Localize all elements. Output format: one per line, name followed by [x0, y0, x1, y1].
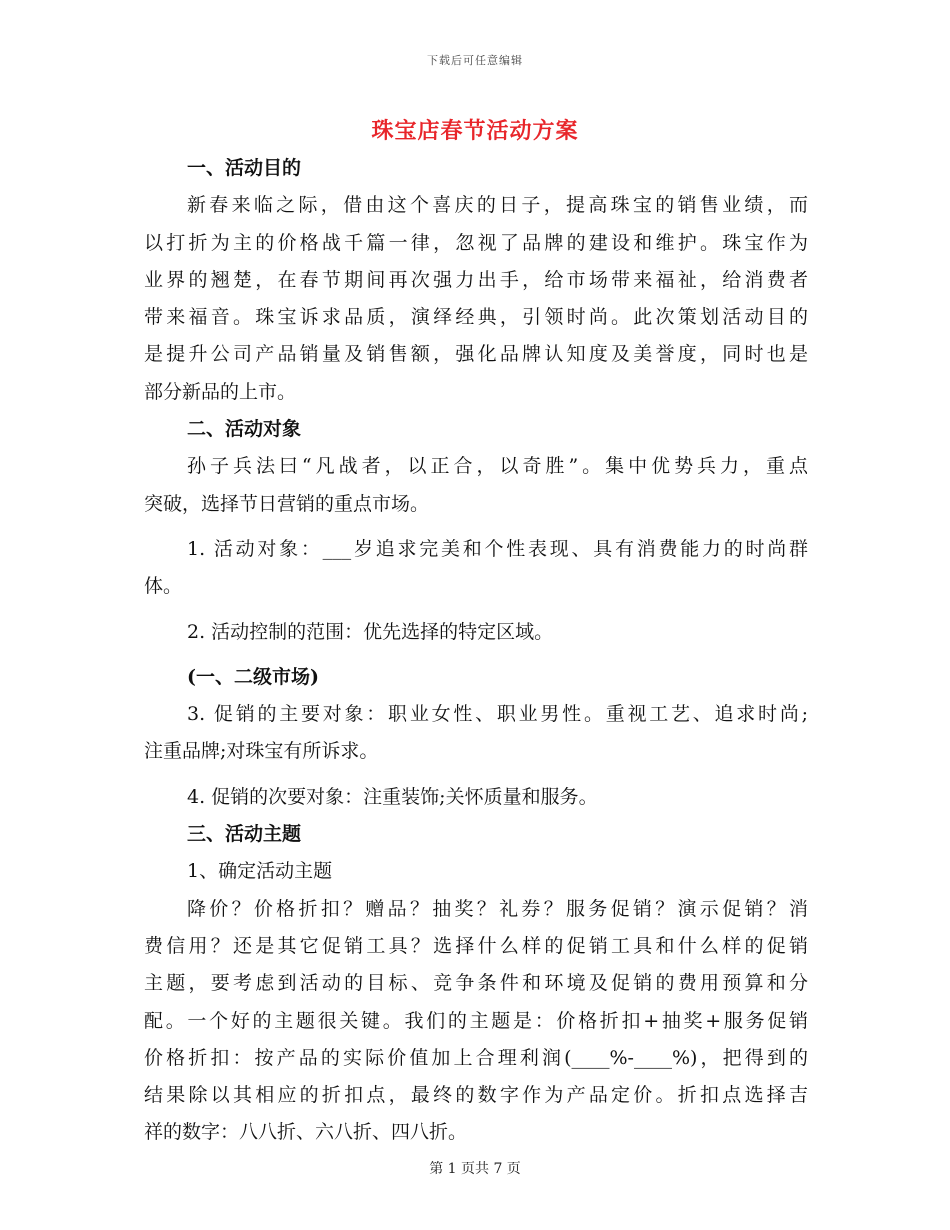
- paragraph-line: 带来福音。珠宝诉求品质，演绎经典，引领时尚。此次策划活动目的: [144, 306, 808, 329]
- paragraph-line: 突破，选择节日营销的重点市场。: [144, 492, 430, 515]
- paragraph-line: 价格折扣：按产品的实际价值加上合理利润(____%-____%)，把得到的: [144, 1046, 808, 1069]
- paragraph-line: 祥的数字：八八折、六八折、四八折。: [144, 1121, 468, 1144]
- document-title: 珠宝店春节活动方案: [371, 118, 579, 144]
- paragraph-line: 降价？价格折扣？赠品？抽奖？礼券？服务促销？演示促销？消: [187, 897, 808, 920]
- sub-heading: (一、二级市场): [187, 665, 319, 688]
- paragraph-line: 主题，要考虑到活动的目标、竞争条件和环境及促销的费用预算和分: [144, 972, 808, 995]
- section-heading: 三、活动主题: [187, 823, 302, 846]
- list-item: 3. 促销的主要对象：职业女性、职业男性。重视工艺、追求时尚;: [187, 703, 808, 726]
- list-item-continuation: 注重品牌;对珠宝有所诉求。: [144, 740, 379, 763]
- section-heading: 二、活动对象: [187, 418, 302, 441]
- page-number: 第 1 页共 7 页: [429, 1161, 521, 1177]
- list-item: 2. 活动控制的范围：优先选择的特定区域。: [187, 620, 554, 643]
- paragraph-line: 孙子兵法曰“凡战者，以正合，以奇胜”。集中优势兵力，重点: [187, 455, 808, 478]
- paragraph-line: 配。一个好的主题很关键。我们的主题是：价格折扣+抽奖+服务促销: [144, 1009, 808, 1032]
- paragraph-line: 新春来临之际，借由这个喜庆的日子，提高珠宝的销售业绩，而: [187, 194, 808, 217]
- header-note: 下载后可任意编辑: [427, 54, 523, 67]
- paragraph-line: 以打折为主的价格战千篇一律，忽视了品牌的建设和维护。珠宝作为: [144, 231, 808, 254]
- section-heading: 一、活动目的: [187, 157, 302, 179]
- paragraph-line: 费信用？还是其它促销工具？选择什么样的促销工具和什么样的促销: [144, 934, 808, 957]
- paragraph-line: 业界的翘楚，在春节期间再次强力出手，给市场带来福祉，给消费者: [144, 268, 808, 291]
- paragraph-line: 是提升公司产品销量及销售额，强化品牌认知度及美誉度，同时也是: [144, 343, 808, 366]
- paragraph-line: 部分新品的上市。: [144, 380, 297, 403]
- list-item: 1. 活动对象：___岁追求完美和个性表现、具有消费能力的时尚群: [187, 537, 808, 560]
- list-item-continuation: 体。: [144, 575, 183, 598]
- document-body: [144, 150, 808, 1152]
- sub-heading: 1、确定活动主题: [187, 860, 333, 883]
- list-item: 4. 促销的次要对象：注重装饰;关怀质量和服务。: [187, 785, 598, 808]
- paragraph-line: 结果除以其相应的折扣点，最终的数字作为产品定价。折扣点选择吉: [144, 1084, 808, 1107]
